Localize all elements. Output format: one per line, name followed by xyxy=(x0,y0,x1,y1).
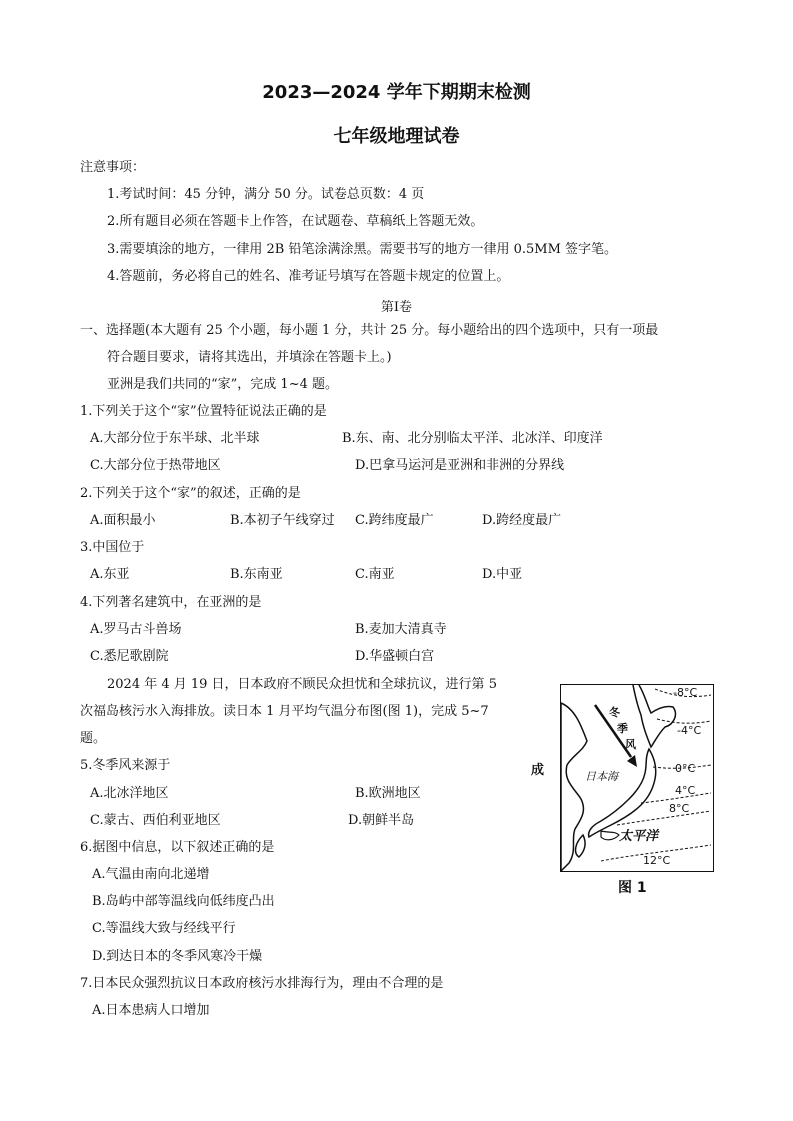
option-c[interactable]: C.南亚 xyxy=(355,567,395,582)
option-d[interactable]: D.华盛顿白宫 xyxy=(355,649,435,664)
question-stem: 3.中国位于 xyxy=(80,540,145,555)
question-stem: 2.下列关于这个“家”的叙述，正确的是 xyxy=(80,486,301,501)
side-char: 成 xyxy=(531,763,545,778)
monsoon-label: 季 xyxy=(617,722,628,735)
isotherm-label: 8°C xyxy=(669,802,690,815)
isotherm-label: 4°C xyxy=(675,784,696,797)
notes-heading: 注意事项： xyxy=(80,160,146,175)
passage-text: 次福岛核污水入海排放。读日本 1 月平均气温分布图(图 1)，完成 5~7 xyxy=(80,704,489,719)
exam-subtitle: 七年级地理试卷 xyxy=(333,126,460,147)
isotherm-label: -8°C xyxy=(673,686,698,699)
option-c[interactable]: C.大部分位于热带地区 xyxy=(90,458,221,473)
question-stem: 7.日本民众强烈抗议日本政府核污水排海行为，理由不合理的是 xyxy=(80,976,444,991)
note-item: 1.考试时间：45 分钟，满分 50 分。试卷总页数：4 页 xyxy=(107,187,425,202)
option-d[interactable]: D.朝鲜半岛 xyxy=(348,813,415,828)
kyushu-outline xyxy=(576,835,586,857)
note-item: 3.需要填涂的地方，一律用 2B 铅笔涂满涂黑。需要书写的地方一律用 0.5MM 签字笔。 xyxy=(107,242,618,257)
option-a[interactable]: A.东亚 xyxy=(90,567,130,582)
option-b[interactable]: B.东、南、北分别临太平洋、北冰洋、印度洋 xyxy=(342,431,603,446)
option-c[interactable]: C.等温线大致与经线平行 xyxy=(92,921,236,936)
option-c[interactable]: C.悉尼歌剧院 xyxy=(90,649,169,664)
option-a[interactable]: A.气温由南向北递增 xyxy=(92,867,210,882)
option-b[interactable]: B.东南亚 xyxy=(230,567,283,582)
option-d[interactable]: D.中亚 xyxy=(482,567,523,582)
question-stem: 6.据图中信息，以下叙述正确的是 xyxy=(80,840,275,855)
volume-label: 第Ⅰ卷 xyxy=(380,300,413,315)
isotherm-label: 0°C xyxy=(675,762,696,775)
monsoon-label: 风 xyxy=(625,738,636,751)
option-b[interactable]: B.欧洲地区 xyxy=(355,786,421,801)
mainland-coast xyxy=(561,703,587,871)
question-stem: 5.冬季风来源于 xyxy=(80,758,171,773)
isotherm-label: 12°C xyxy=(643,854,671,867)
note-item: 2.所有题目必须在答题卡上作答，在试题卷、草稿纸上答题无效。 xyxy=(107,214,484,229)
monsoon-label: 冬 xyxy=(609,706,620,719)
passage-text: 2024 年 4 月 19 日，日本政府不顾民众担忧和全球抗议，进行第 5 xyxy=(107,677,497,692)
passage-text: 题。 xyxy=(80,731,107,746)
passage-intro: 亚洲是我们共同的“家”，完成 1~4 题。 xyxy=(107,377,338,392)
monsoon-arrowhead xyxy=(627,755,637,767)
exam-title: 2023—2024 学年下期期末检测 xyxy=(262,82,531,103)
option-a[interactable]: A.面积最小 xyxy=(90,513,156,528)
option-a[interactable]: A.北冰洋地区 xyxy=(90,786,169,801)
section-instruction: 一、选择题(本大题有 25 个小题，每小题 1 分，共计 25 分。每小题给出的四个选项中，只有一项最 xyxy=(80,323,659,338)
option-b[interactable]: B.麦加大清真寺 xyxy=(355,622,447,637)
option-b[interactable]: B.岛屿中部等温线向低纬度凸出 xyxy=(92,894,275,909)
figure-caption: 图 1 xyxy=(618,880,647,896)
section-instruction-cont: 符合题目要求，请将其选出，并填涂在答题卡上。) xyxy=(107,350,392,365)
japan-isotherm-map xyxy=(560,684,714,872)
question-stem: 1.下列关于这个“家”位置特征说法正确的是 xyxy=(80,404,327,419)
option-c[interactable]: C.跨纬度最广 xyxy=(355,513,434,528)
sea-label: 日本海 xyxy=(585,770,618,783)
ocean-label: 太平洋 xyxy=(619,829,659,844)
option-d[interactable]: D.到达日本的冬季风寒冷干燥 xyxy=(92,949,263,964)
isotherm-label: -4°C xyxy=(677,724,702,737)
note-item: 4.答题前，务必将自己的姓名、准考证号填写在答题卡规定的位置上。 xyxy=(107,269,510,284)
option-b[interactable]: B.本初子午线穿过 xyxy=(230,513,335,528)
option-d[interactable]: D.跨经度最广 xyxy=(482,513,562,528)
option-c[interactable]: C.蒙古、西伯利亚地区 xyxy=(90,813,221,828)
option-a[interactable]: A.日本患病人口增加 xyxy=(92,1003,210,1018)
question-stem: 4.下列著名建筑中，在亚洲的是 xyxy=(80,595,262,610)
option-a[interactable]: A.罗马古斗兽场 xyxy=(90,622,182,637)
hokkaido-outline xyxy=(633,685,675,747)
option-a[interactable]: A.大部分位于东半球、北半球 xyxy=(90,431,260,446)
shikoku-outline xyxy=(601,831,619,840)
option-d[interactable]: D.巴拿马运河是亚洲和非洲的分界线 xyxy=(355,458,565,473)
